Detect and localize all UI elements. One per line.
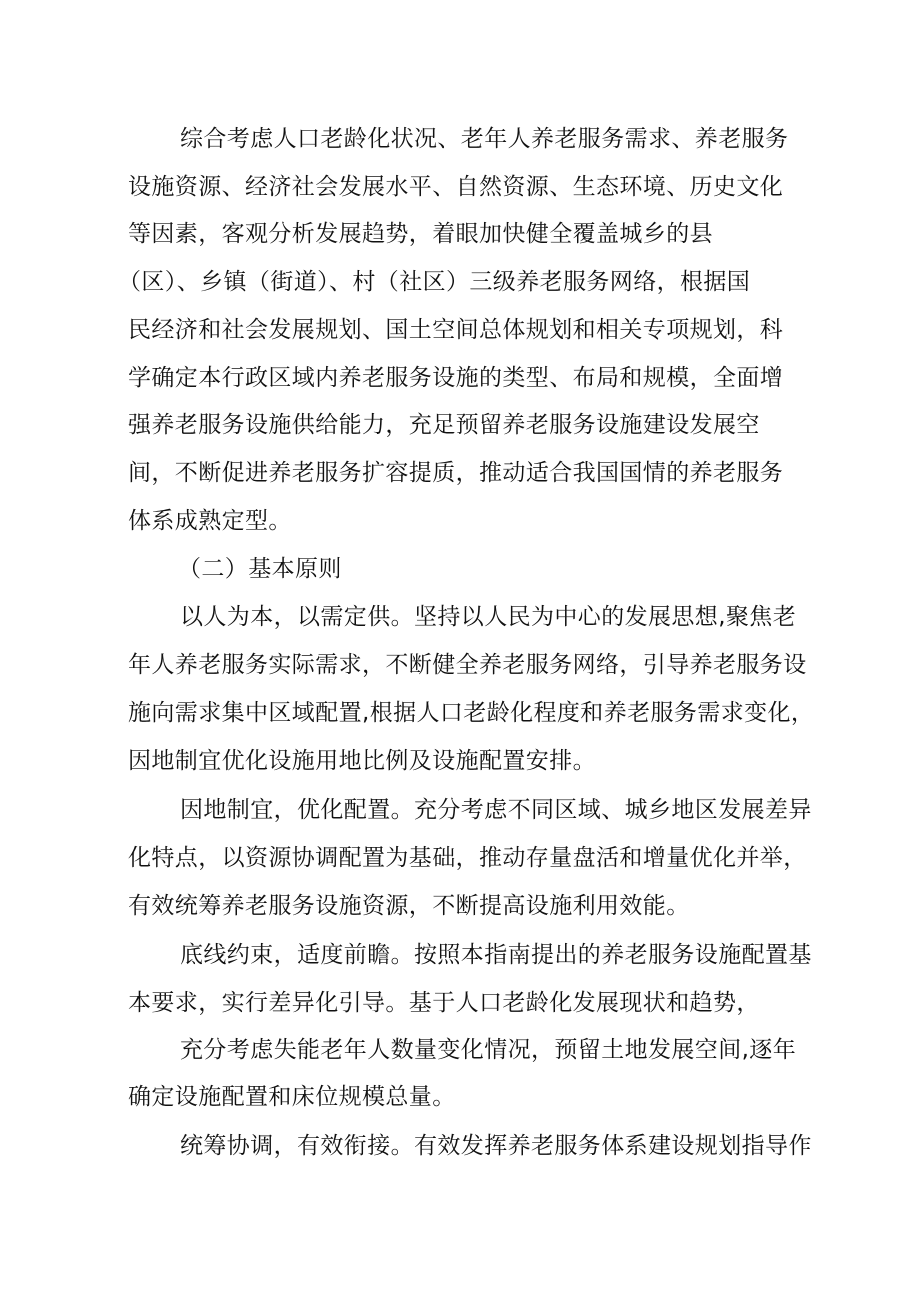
paragraph-line: 因地制宜优化设施用地比例及设施配置安排。	[128, 748, 596, 774]
paragraph-line: 设施资源、经济社会发展水平、自然资源、生态环境、历史文化	[128, 174, 784, 200]
paragraph-line: 年人养老服务实际需求，不断健全养老服务网络，引导养老服务设	[128, 652, 807, 678]
paragraph-line: 施向需求集中区域配置,根据人口老龄化程度和养老服务需求变化，	[128, 700, 815, 726]
paragraph-line: 本要求，实行差异化引导。基于人口老龄化发展现状和趋势，	[128, 990, 760, 1016]
paragraph-line: 充分考虑失能老年人数量变化情况，预留土地发展空间,逐年	[180, 1037, 797, 1063]
paragraph-line: （区）、乡镇（街道）、村（社区）三级养老服务网络，根据国	[118, 269, 751, 295]
paragraph-line: 统筹协调，有效衔接。有效发挥养老服务体系建设规划指导作	[180, 1133, 812, 1159]
section-heading: （二）基本原则	[178, 556, 342, 582]
paragraph-line: 因地制宜，优化配置。充分考虑不同区域、城乡地区发展差异	[180, 797, 812, 823]
paragraph-line: 确定设施配置和床位规模总量。	[128, 1084, 456, 1110]
paragraph-line: 有效统筹养老服务设施资源，不断提高设施利用效能。	[128, 893, 690, 919]
paragraph-line: 底线约束，适度前瞻。按照本指南提出的养老服务设施配置基	[180, 942, 812, 968]
paragraph-line: 民经济和社会发展规划、国土空间总体规划和相关专项规划，科	[128, 317, 784, 343]
paragraph-line: 化特点，以资源协调配置为基础，推动存量盘活和增量优化并举，	[128, 845, 807, 871]
paragraph-line: 强养老服务设施供给能力，充足预留养老服务设施建设发展空	[128, 412, 760, 438]
paragraph-line: 间，不断促进养老服务扩容提质，推动适合我国国情的养老服务	[128, 460, 784, 486]
paragraph-line: 体系成熟定型。	[128, 508, 292, 534]
paragraph-line: 以人为本，以需定供。坚持以人民为中心的发展思想,聚焦老	[180, 604, 797, 630]
paragraph-line: 等因素，客观分析发展趋势，着眼加快健全覆盖城乡的县	[128, 221, 713, 247]
paragraph-line: 综合考虑人口老龄化状况、老年人养老服务需求、养老服务	[180, 126, 789, 152]
paragraph-line: 学确定本行政区域内养老服务设施的类型、布局和规模，全面增	[128, 365, 784, 391]
